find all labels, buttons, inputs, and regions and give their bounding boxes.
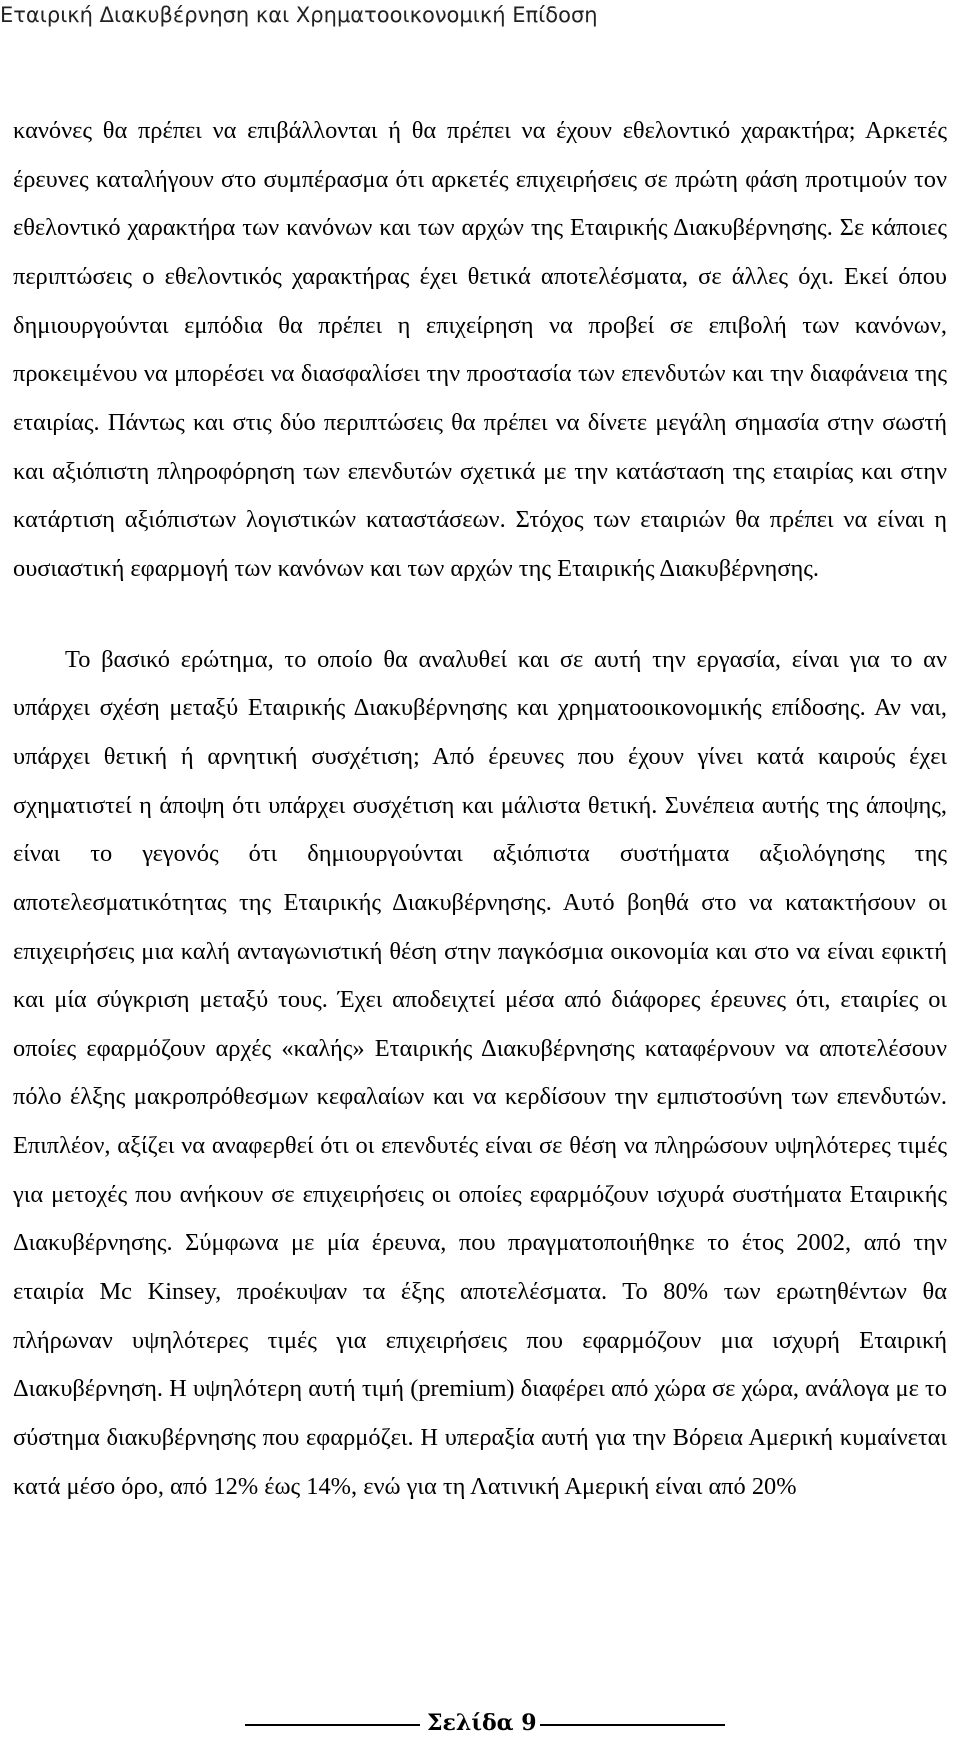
paragraph: κανόνες θα πρέπει να επιβάλλονται ή θα πρέπει να έχουν εθελοντικό χαρακτήρα; Αρκετές έρευνες καταλήγουν στο συμπέρασμα ότι αρκετές επιχειρήσεις σε πρώτη φάση προτιμούν τον εθελοντικό χαρακτήρα των κανόνων και των αρχών της Εταιρικής Διακυβέρνησης. Σε κάποιες περιπτώσεις ο εθελοντικός χαρακτήρας έχει θετικά αποτελέσματα, σε άλλες όχι. Εκεί όπου δημιουργούνται εμπόδια θα πρέπει η επιχείρηση να προβεί σε επιβολή των κανόνων, προκειμένου να μπορέσει να διασφαλίσει την προστασία των επενδυτών και την διαφάνεια της εταιρίας. Πάντως και στις δύο περιπτώσεις θα πρέπει να δίνετε μεγάλη σημασία στην σωστή και αξιόπιστη πληροφόρηση των επενδυτών σχετικά με την κατάσταση της εταιρίας και στην κατάρτιση αξιόπιστων λογιστικών καταστάσεων. Στόχος των εταιριών θα πρέπει να είναι η ουσιαστική εφαρμογή των κανόνων και των αρχών της Εταιρικής Διακυβέρνησης. — [13, 117, 947, 582]
page-footer — [0, 1710, 960, 1738]
document-body — [13, 107, 947, 1511]
footer-rule-left — [245, 1724, 420, 1726]
paragraph: Το βασικό ερώτημα, το οποίο θα αναλυθεί και σε αυτή την εργασία, είναι για το αν υπάρχει σχέση μεταξύ Εταιρικής Διακυβέρνησης και χρηματοοικονομικής επίδοσης. Αν ναι, υπάρχει θετική ή αρνητική συσχέτιση; Από έρευνες που έχουν γίνει κατά καιρούς έχει σχηματιστεί η άποψη ότι υπάρχει συσχέτιση και μάλιστα θετική. Συνέπεια αυτής της άποψης, είναι το γεγονός ότι δημιουργούνται αξιόπιστα συστήματα αξιολόγησης της αποτελεσματικότητας της Εταιρικής Διακυβέρνησης. Αυτό βοηθά στο να κατακτήσουν οι επιχειρήσεις μια καλή ανταγωνιστική θέση στην παγκόσμια οικονομία και στο να είναι εφικτή και μία σύγκριση μεταξύ τους. Έχει αποδειχτεί μέσα από διάφορες έρευνες ότι, εταιρίες οι οποίες εφαρμόζουν αρχές «καλής» Εταιρικής Διακυβέρνησης καταφέρνουν να αποτελέσουν πόλο έλξης μακροπρόθεσμων κεφαλαίων και να κερδίσουν την εμπιστοσύνη των επενδυτών. Επιπλέον, αξίζει να αναφερθεί ότι οι επενδυτές είναι σε θέση να πληρώσουν υψηλότερες τιμές για μετοχές που ανήκουν σε επιχειρήσεις οι οποίες εφαρμόζουν ισχυρά συστήματα Εταιρικής Διακυβέρνησης. Σύμφωνα με μία έρευνα, που πραγματοποιήθηκε το έτος 2002, από την εταιρία Mc Kinsey, προέκυψαν τα έξης αποτελέσματα. Το 80% των ερωτηθέντων θα πλήρωναν υψηλότερες τιμές για επιχειρήσεις που εφαρμόζουν μια ισχυρή Εταιρική Διακυβέρνηση. Η υψηλότερη αυτή τιμή (premium) διαφέρει από χώρα σε χώρα, ανάλογα με το σύστημα διακυβέρνησης που εφαρμόζει. Η υπεραξία αυτή για την Βόρεια Αμερική κυμαίνεται κατά μέσο όρο, από 12% έως 14%, ενώ για τη Λατινική Αμερική είναι από 20% — [13, 645, 947, 1500]
footer-rule-right — [540, 1724, 725, 1726]
running-header: Εταιρική Διακυβέρνηση και Χρηματοοικονομική Επίδοση — [0, 3, 598, 27]
page-number: Σελίδα 9 — [427, 1710, 537, 1736]
